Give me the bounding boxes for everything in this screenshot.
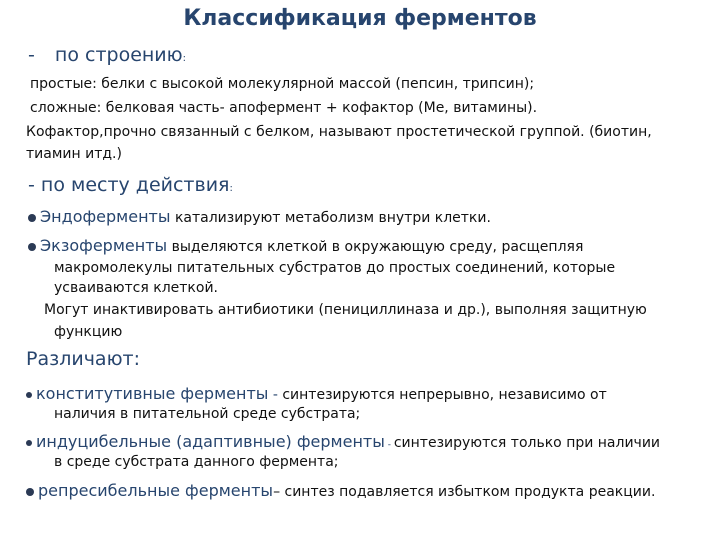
term: Экзоферменты [40,236,168,255]
section-location-heading [28,174,233,196]
bullet-icon [26,488,34,496]
distinguish-heading: Различают: [26,348,141,370]
description: – синтез подавляется избытком продукта реакции. [273,484,656,500]
exoenzymes-line2: макромолекулы питательных субстратов до простых соединений, которые [54,260,616,276]
exoenzymes-line3: усваиваются клеткой. [54,280,218,296]
bullet-icon [26,392,32,398]
list-item-repressible [26,481,655,502]
cofactor-line: Кофактор,прочно связанный с белком, называют простетической группой. (биотин, [26,124,652,140]
bullet-icon [28,243,36,251]
description: катализируют метаболизм внутри клетки. [170,210,491,226]
complex-enzymes-line: сложные: белковая часть- апофермент + кофактор (Ме, витамины). [30,100,538,116]
bullet-icon [28,214,36,222]
list-item-exoenzymes [28,236,583,257]
inducible-line2: в среде субстрата данного фермента; [54,454,339,470]
dash: - [268,387,283,403]
heading-dash: - [28,44,35,66]
section-structure-heading [28,44,186,66]
heading-colon: : [182,53,187,64]
constitutive-line2: наличия в питательной среде субстрата; [54,406,361,422]
term: репресибельные ферменты [38,481,274,500]
simple-enzymes-line: простые: белки с высокой молекулярной массой (пепсин, трипсин); [30,76,535,92]
description: синтезируются непрерывно, независимо от [282,387,607,403]
page-title: Классификация ферментов [183,6,537,31]
heading-colon: : [229,183,233,194]
dash: - [384,440,394,450]
bullet-icon [26,440,32,446]
list-item-endoenzymes [28,207,491,228]
description: выделяются клеткой в окружающую среду, расщепляя [167,239,584,255]
term: конститутивные ферменты [36,384,269,403]
heading-text: - по месту действия [28,174,230,196]
term: Эндоферменты [40,207,171,226]
description: синтезируются только при наличии [393,435,661,451]
term: индуцибельные (адаптивные) ферменты [36,432,385,451]
exoenzymes-line4: Могут инактивировать антибиотики (пенициллиназа и др.), выполняя защитную [44,302,647,318]
exoenzymes-line5: функцию [54,324,123,340]
cofactor-line-cont: тиамин итд.) [26,146,122,162]
list-item-constitutive [26,384,607,405]
heading-text: по строению [54,44,183,66]
